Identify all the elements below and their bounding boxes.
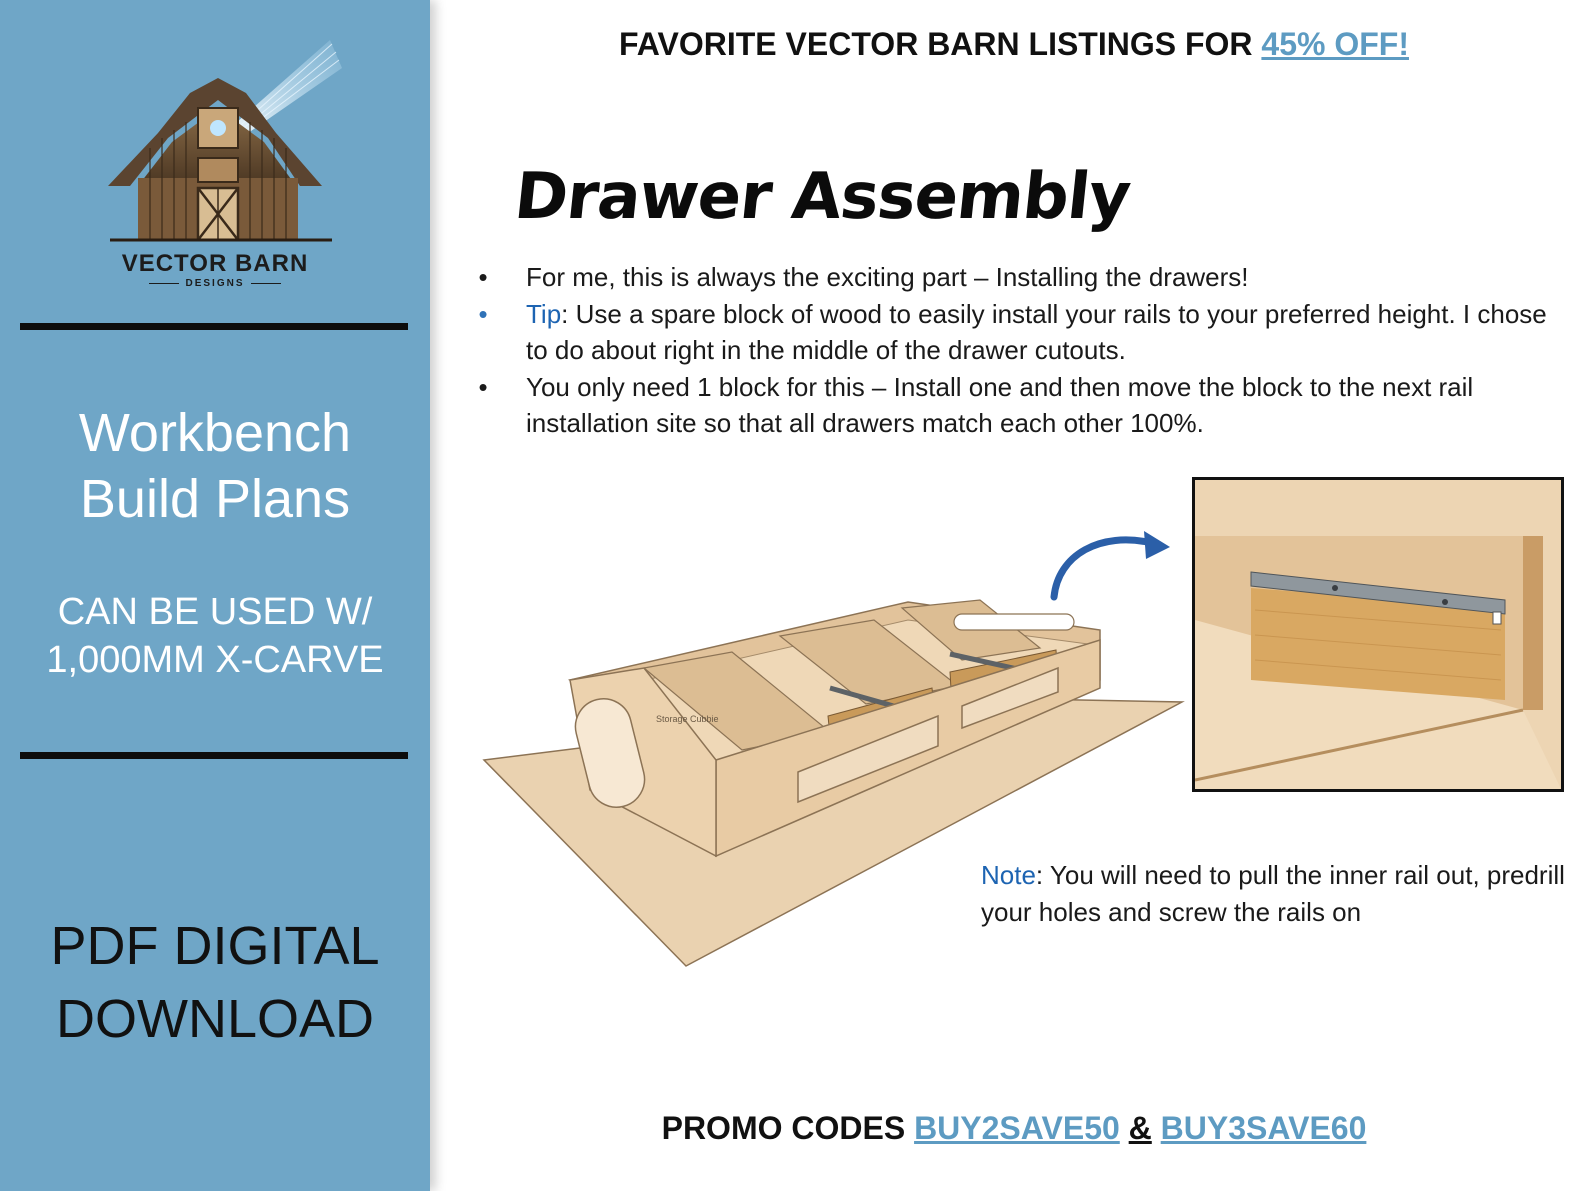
- list-item-text: You only need 1 block for this – Install one and then move the block to the next rail installation site so that all drawers match each other 100%.: [526, 371, 1474, 438]
- rail-closeup-icon: [1195, 480, 1561, 789]
- discount-banner: [440, 26, 1588, 63]
- usage-line2: 1,000MM X-CARVE: [46, 639, 384, 681]
- promo-code-2[interactable]: BUY3SAVE60: [1160, 1110, 1367, 1146]
- download-line2: DOWNLOAD: [55, 989, 374, 1049]
- usage-line1: CAN BE USED W/: [57, 591, 373, 633]
- divider-top: [20, 323, 408, 330]
- note-keyword: Note: [981, 860, 1036, 890]
- page-title: Drawer Assembly: [511, 160, 1134, 234]
- tip-keyword: Tip: [526, 298, 562, 329]
- download-label: [0, 910, 430, 1056]
- promo-code-1[interactable]: BUY2SAVE50: [914, 1110, 1120, 1146]
- usage-note: [0, 588, 430, 684]
- list-item: [476, 369, 1556, 442]
- list-item-text: : Use a spare block of wood to easily install your rails to your preferred height. I chose to do about right in the middle of the drawer cutouts.: [526, 298, 1547, 365]
- curved-arrow-icon: [1040, 525, 1175, 605]
- instruction-list: [476, 259, 1556, 442]
- promo-joiner: &: [1128, 1110, 1152, 1146]
- bullet-marker: •: [478, 371, 488, 402]
- note-body: : You will need to pull the inner rail out, predrill your holes and screw the rails on: [981, 860, 1565, 927]
- note-text: [981, 857, 1581, 931]
- product-title-line2: Build Plans: [79, 469, 351, 529]
- divider-bottom: [20, 752, 408, 759]
- list-item: [476, 296, 1556, 369]
- download-line1: PDF DIGITAL: [50, 916, 380, 976]
- cubbie-label: Storage Cubbie: [656, 714, 719, 724]
- product-title-line1: Workbench: [78, 403, 352, 463]
- brand-subtitle: DESIGNS: [0, 278, 430, 289]
- list-item-text: For me, this is always the exciting part – Installing the drawers!: [526, 262, 1249, 292]
- discount-link[interactable]: 45% OFF!: [1261, 26, 1409, 62]
- list-item: [476, 259, 1556, 296]
- sidebar: [0, 0, 430, 1191]
- bullet-marker: •: [478, 262, 488, 292]
- bullet-marker: •: [478, 298, 488, 329]
- brand-name: VECTOR BARN: [121, 250, 309, 277]
- banner-text: FAVORITE VECTOR BARN LISTINGS FOR: [619, 26, 1262, 62]
- promo-prefix: PROMO CODES: [661, 1110, 915, 1146]
- product-title: [0, 400, 430, 532]
- promo-codes: [440, 1110, 1588, 1147]
- rail-detail-image: [1192, 477, 1564, 792]
